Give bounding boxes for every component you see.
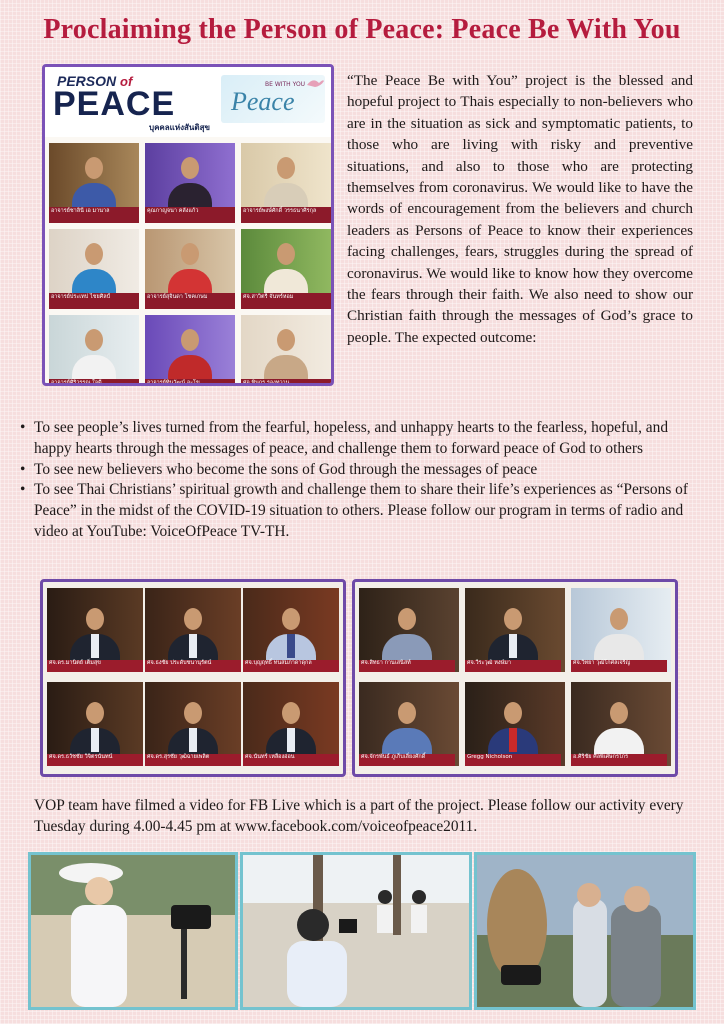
pastor-photo xyxy=(145,682,241,766)
speaker-caption: คุณกาญจนา คลังแก้ว xyxy=(145,207,235,223)
pastor-caption: ศจ.ดร.สุรชัย วุฒิฉายเพลิต xyxy=(145,754,241,766)
speaker-photo xyxy=(241,229,331,309)
brand-thai-subtitle: บุคคลแห่งสันติสุข xyxy=(149,123,210,132)
pastor-photo-grid-left xyxy=(40,579,346,777)
pastor-photo xyxy=(145,588,241,672)
speaker-caption: ศจ.ทินกร รองทวาน xyxy=(241,379,331,386)
expected-outcome-list xyxy=(20,418,700,543)
page-title: Proclaiming the Person of Peace: Peace Be With You xyxy=(43,14,681,45)
pastor-caption: ศจ.นันทร์ เหลืองอ่อน xyxy=(243,754,339,766)
filming-scene-1 xyxy=(31,855,235,1007)
speaker-photo xyxy=(241,315,331,386)
speaker-photo xyxy=(241,143,331,223)
filming-photo-3 xyxy=(474,852,696,1010)
pastor-photo xyxy=(465,588,565,672)
speaker-photo xyxy=(145,229,235,309)
speaker-caption: อาจารย์สุจินดา โชคเกษม xyxy=(145,293,235,309)
brand-peace: PEACE xyxy=(53,85,176,123)
pastor-caption: ศจ.ดร.มานิตย์ เต็มสุข xyxy=(47,660,143,672)
intro-paragraph: “The Peace Be with You” project is the blessed and hopeful project to Thais especially to non-believers who are in the situation as sick and symptomatic patients, to those who are living with risky and preventive situations, and also to those who are protecting themselves from coronavirus. We would like to have the words of encouragement from the believers and church leaders as Persons of Peace to know their experiences facing challenges, fears, struggles during the spread of coronavirus. We would like to know how they overcome the fears through their faith. We also need to show our Christian faith through the messages of God’s grace to people. The expected outcome: xyxy=(347,72,693,346)
pastor-caption: ศจ.บุญฤทธิ์ ทนสมภาดาดุกล xyxy=(243,660,339,672)
poster-header xyxy=(45,67,331,137)
pastor-photo xyxy=(465,682,565,766)
pastor-photo xyxy=(359,588,459,672)
pastor-photo-grid-right xyxy=(352,579,678,777)
logo-small-text: BE WITH YOU xyxy=(265,81,306,88)
pastor-caption: อ.ศิริชัย ศิลพิเศษกรไกร xyxy=(571,754,667,766)
filming-photo-1 xyxy=(28,852,238,1010)
speaker-caption: ศจ.สาวิตรี จันทร์หอม xyxy=(241,293,331,309)
pastor-caption: ศจ.ดร.ธวัชชัย วิจิตรนันทน์ xyxy=(47,754,143,766)
speaker-caption: อาจารย์ชาลินี เอ มานาล xyxy=(49,207,139,223)
pastor-photo xyxy=(243,588,339,672)
dove-icon xyxy=(305,77,325,91)
speaker-caption: อาจารย์ทินวัฒน์ อะโข xyxy=(145,379,235,386)
vop-paragraph: VOP team have filmed a video for FB Live which is a part of the project. Please follow our activity every Tuesday during 4.00-4.45 pm at www.facebook.com/voiceofpeace2011. xyxy=(34,797,684,835)
filming-photo-2 xyxy=(240,852,472,1010)
pastor-caption: ศจ.วีระวุฒิ หงษ์มา xyxy=(465,660,561,672)
speaker-photo xyxy=(49,229,139,309)
pastor-caption: Gregg Nicholson xyxy=(465,754,561,766)
speaker-caption: อาจารย์พงษ์ศักดิ์ วรรธนาศิรกุล xyxy=(241,207,331,223)
speaker-photo xyxy=(49,143,139,223)
speaker-caption: อาจารย์ประเทป ไชยศิลป์ xyxy=(49,293,139,309)
peace-be-with-you-logo xyxy=(221,75,325,123)
brand-person: PERSON xyxy=(57,73,117,89)
bullet-icon: • xyxy=(20,460,26,478)
logo-big-text: Peace xyxy=(231,87,295,116)
bullet-icon: • xyxy=(20,481,26,499)
pastor-photo xyxy=(47,588,143,672)
pastor-caption: ศจ.วิทยา วุฒิโกศลเจริญ xyxy=(571,660,667,672)
pastor-photo xyxy=(243,682,339,766)
list-item: • To see new believers who become the sons of God through the messages of peace xyxy=(20,460,700,481)
bullet-icon: • xyxy=(20,419,26,436)
pastor-photo xyxy=(571,588,671,672)
pastor-caption: ศจ.ธงชัย ประดับชนานุรัตน์ xyxy=(145,660,241,672)
speaker-photo xyxy=(145,143,235,223)
filming-scene-3 xyxy=(477,855,693,1007)
list-item: • To see Thai Christians’ spiritual growth and challenge them to share their life’s experiences as “Persons of Peace” in the midst of the COVID-19 situation to others. Please follow our program in terms of radio and video at YouTube: VoiceOfPeace TV-TH. xyxy=(20,481,688,540)
list-item: • To see people’s lives turned from the fearful, hopeless, and unhappy hearts to the fearless, hopeful, and happy hearts through the messages of peace, and challenge them to forward peace of God to others xyxy=(20,419,669,457)
filming-scene-2 xyxy=(243,855,469,1007)
person-of-peace-poster xyxy=(42,64,334,386)
speaker-photo xyxy=(145,315,235,386)
brand-of: of xyxy=(120,74,133,89)
pastor-photo xyxy=(571,682,671,766)
pastor-caption: ศจ.สิทธา กานเสนิสท์ xyxy=(359,660,455,672)
speaker-caption: อาจารย์ศิริวรรณ ใจดี xyxy=(49,379,139,386)
speaker-photo xyxy=(49,315,139,386)
pastor-photo xyxy=(359,682,459,766)
pastor-photo xyxy=(47,682,143,766)
pastor-caption: ศจ.จักรพันธ์ ภูเก็บเลี่ยงศักดิ์ xyxy=(359,754,455,766)
